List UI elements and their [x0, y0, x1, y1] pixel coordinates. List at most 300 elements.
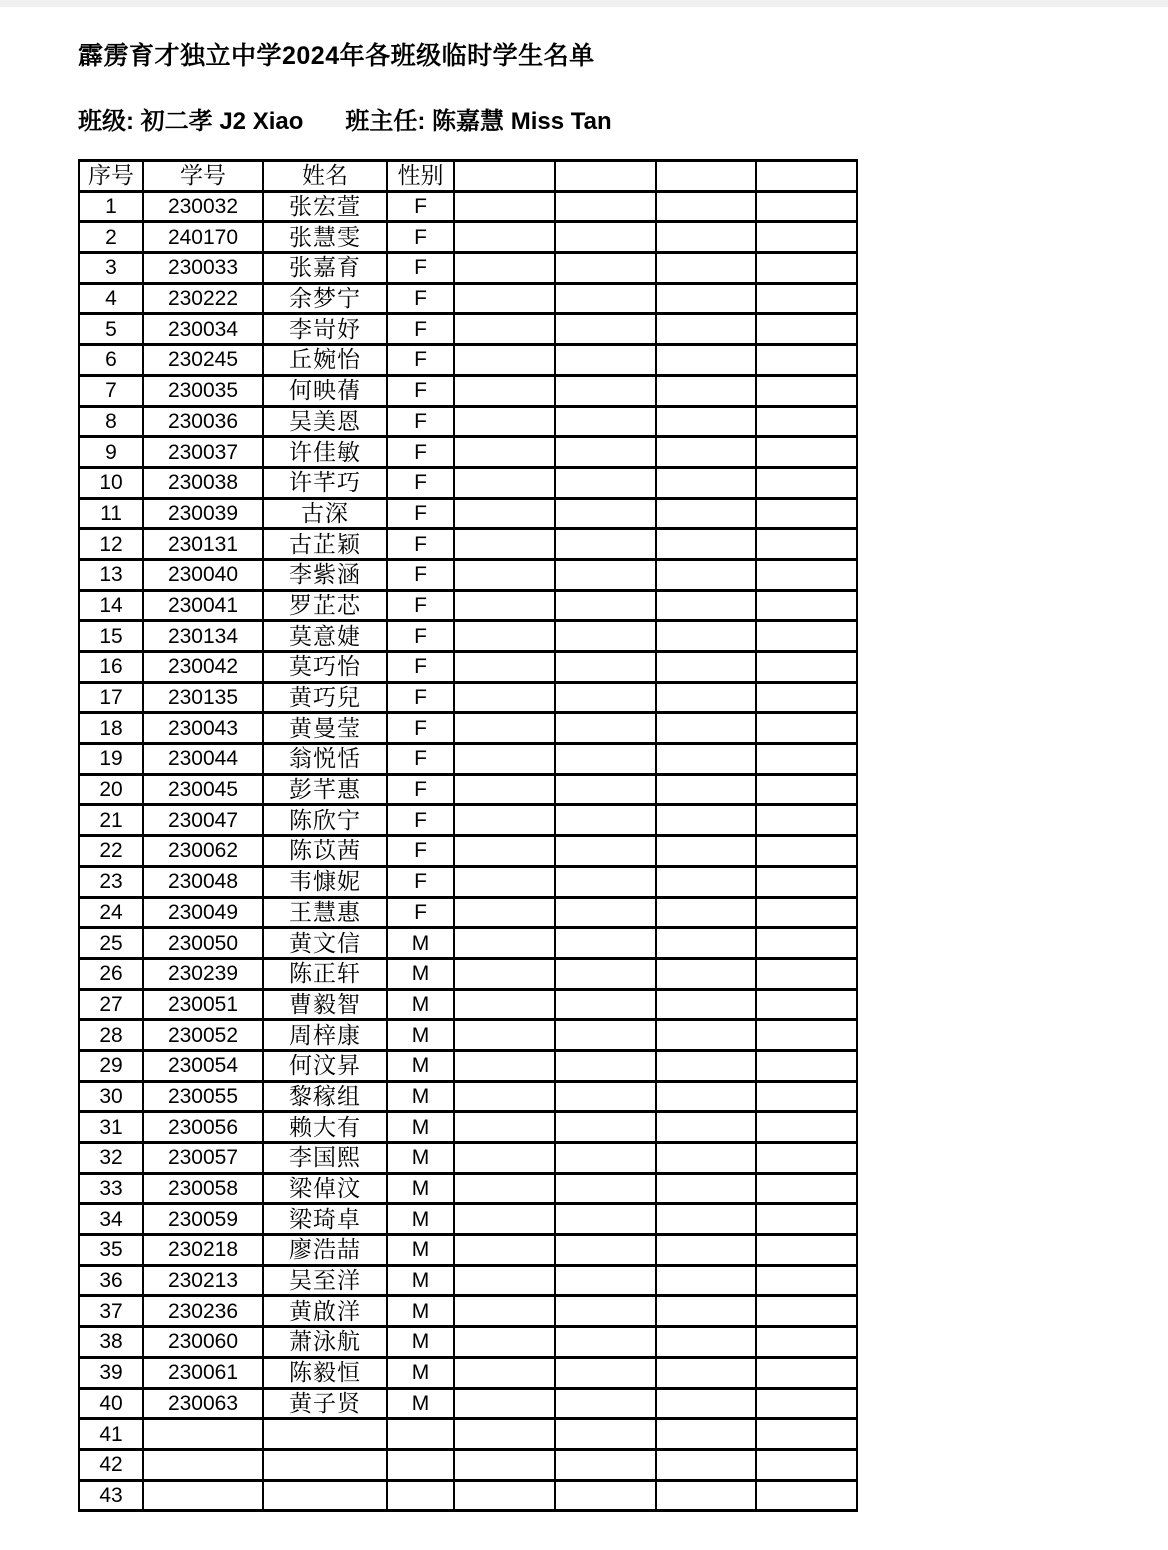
- cell-empty: [454, 1388, 555, 1419]
- cell-empty: [756, 314, 857, 345]
- cell-no: 21: [79, 805, 143, 836]
- cell-student_id: 230037: [143, 437, 263, 468]
- cell-empty: [454, 1143, 555, 1174]
- cell-empty: [656, 1419, 756, 1450]
- cell-empty: [756, 345, 857, 376]
- cell-gender: F: [387, 652, 454, 683]
- cell-no: 32: [79, 1143, 143, 1174]
- cell-empty: [656, 406, 756, 437]
- cell-empty: [454, 1419, 555, 1450]
- cell-empty: [555, 467, 656, 498]
- cell-name: 周梓康: [263, 1020, 387, 1051]
- cell-name: 吴美恩: [263, 406, 387, 437]
- cell-no: 9: [79, 437, 143, 468]
- cell-empty: [656, 1204, 756, 1235]
- cell-empty: [756, 1357, 857, 1388]
- cell-gender: M: [387, 1050, 454, 1081]
- cell-student_id: 230222: [143, 283, 263, 314]
- cell-student_id: 230057: [143, 1143, 263, 1174]
- cell-empty: [454, 1265, 555, 1296]
- cell-no: 13: [79, 559, 143, 590]
- cell-name: 张嘉育: [263, 253, 387, 284]
- cell-empty: [656, 774, 756, 805]
- class-label: 班级: 初二孝 J2 Xiao: [78, 108, 304, 135]
- cell-student_id: [143, 1449, 263, 1480]
- cell-gender: M: [387, 1327, 454, 1358]
- cell-student_id: 230050: [143, 928, 263, 959]
- cell-gender: M: [387, 1265, 454, 1296]
- cell-gender: F: [387, 682, 454, 713]
- cell-empty: [656, 1449, 756, 1480]
- cell-empty: [555, 590, 656, 621]
- table-row: [79, 498, 857, 529]
- table-row: [79, 467, 857, 498]
- column-header-empty: [656, 161, 756, 192]
- cell-empty: [555, 621, 656, 652]
- cell-gender: F: [387, 621, 454, 652]
- cell-student_id: 230047: [143, 805, 263, 836]
- cell-no: 2: [79, 222, 143, 253]
- cell-no: 38: [79, 1327, 143, 1358]
- column-header-student_id: 学号: [143, 161, 263, 192]
- table-row: [79, 1235, 857, 1266]
- table-row: [79, 1143, 857, 1174]
- cell-empty: [756, 989, 857, 1020]
- cell-gender: F: [387, 253, 454, 284]
- cell-empty: [555, 375, 656, 406]
- table-row: [79, 559, 857, 590]
- cell-student_id: 230135: [143, 682, 263, 713]
- cell-name: 张宏萱: [263, 191, 387, 222]
- table-row: [79, 1357, 857, 1388]
- cell-student_id: 230039: [143, 498, 263, 529]
- cell-name: 彭芊惠: [263, 774, 387, 805]
- column-header-empty: [555, 161, 656, 192]
- cell-empty: [555, 805, 656, 836]
- cell-empty: [454, 1020, 555, 1051]
- cell-empty: [756, 1480, 857, 1511]
- cell-empty: [454, 652, 555, 683]
- table-row: [79, 375, 857, 406]
- cell-empty: [555, 928, 656, 959]
- cell-empty: [756, 253, 857, 284]
- cell-empty: [756, 1143, 857, 1174]
- window-top-edge: [0, 0, 1168, 7]
- cell-empty: [555, 1143, 656, 1174]
- cell-gender: F: [387, 283, 454, 314]
- column-header-gender: 性别: [387, 161, 454, 192]
- cell-no: 3: [79, 253, 143, 284]
- cell-name: 古芷颖: [263, 529, 387, 560]
- cell-empty: [454, 682, 555, 713]
- cell-empty: [656, 1020, 756, 1051]
- cell-empty: [555, 529, 656, 560]
- cell-empty: [756, 529, 857, 560]
- cell-empty: [454, 191, 555, 222]
- table-row: [79, 437, 857, 468]
- cell-no: 22: [79, 836, 143, 867]
- cell-name: 吴至洋: [263, 1265, 387, 1296]
- cell-empty: [454, 1449, 555, 1480]
- cell-empty: [756, 1112, 857, 1143]
- cell-no: 6: [79, 345, 143, 376]
- cell-gender: M: [387, 989, 454, 1020]
- cell-empty: [656, 652, 756, 683]
- cell-empty: [555, 1050, 656, 1081]
- cell-empty: [656, 437, 756, 468]
- cell-empty: [656, 958, 756, 989]
- cell-gender: M: [387, 958, 454, 989]
- column-header-name: 姓名: [263, 161, 387, 192]
- cell-empty: [756, 559, 857, 590]
- cell-empty: [454, 437, 555, 468]
- cell-gender: M: [387, 1112, 454, 1143]
- cell-empty: [454, 1081, 555, 1112]
- table-row: [79, 590, 857, 621]
- cell-empty: [454, 774, 555, 805]
- table-row: [79, 1265, 857, 1296]
- cell-student_id: 230035: [143, 375, 263, 406]
- cell-empty: [555, 1327, 656, 1358]
- cell-empty: [555, 191, 656, 222]
- column-header-empty: [756, 161, 857, 192]
- cell-empty: [454, 713, 555, 744]
- cell-no: 14: [79, 590, 143, 621]
- cell-empty: [756, 1327, 857, 1358]
- cell-empty: [756, 928, 857, 959]
- table-row: [79, 1204, 857, 1235]
- cell-name: 古深: [263, 498, 387, 529]
- cell-no: 7: [79, 375, 143, 406]
- cell-empty: [656, 559, 756, 590]
- cell-empty: [454, 744, 555, 775]
- cell-empty: [454, 314, 555, 345]
- cell-empty: [454, 1480, 555, 1511]
- cell-name: 王慧惠: [263, 897, 387, 928]
- cell-empty: [454, 283, 555, 314]
- table-row: [79, 621, 857, 652]
- cell-student_id: 230218: [143, 1235, 263, 1266]
- cell-empty: [656, 1081, 756, 1112]
- cell-empty: [656, 375, 756, 406]
- cell-gender: F: [387, 467, 454, 498]
- cell-empty: [555, 713, 656, 744]
- cell-name: 陈毅恒: [263, 1357, 387, 1388]
- cell-gender: [387, 1419, 454, 1450]
- cell-no: 11: [79, 498, 143, 529]
- cell-empty: [656, 498, 756, 529]
- cell-gender: F: [387, 345, 454, 376]
- cell-empty: [454, 1112, 555, 1143]
- cell-empty: [555, 1081, 656, 1112]
- cell-student_id: 230062: [143, 836, 263, 867]
- table-row: [79, 1327, 857, 1358]
- cell-empty: [555, 836, 656, 867]
- cell-no: 37: [79, 1296, 143, 1327]
- cell-name: 莫意婕: [263, 621, 387, 652]
- table-row: [79, 222, 857, 253]
- cell-name: 黄啟洋: [263, 1296, 387, 1327]
- cell-empty: [656, 897, 756, 928]
- student-roster-table: [78, 159, 858, 1512]
- cell-name: 黎稼组: [263, 1081, 387, 1112]
- cell-name: [263, 1449, 387, 1480]
- cell-student_id: [143, 1419, 263, 1450]
- cell-empty: [454, 467, 555, 498]
- cell-no: 40: [79, 1388, 143, 1419]
- cell-name: 陈苡茜: [263, 836, 387, 867]
- cell-empty: [656, 191, 756, 222]
- cell-empty: [656, 222, 756, 253]
- cell-empty: [555, 406, 656, 437]
- cell-student_id: 230055: [143, 1081, 263, 1112]
- cell-student_id: 230236: [143, 1296, 263, 1327]
- cell-gender: F: [387, 590, 454, 621]
- cell-name: 黄巧兒: [263, 682, 387, 713]
- cell-no: 26: [79, 958, 143, 989]
- cell-gender: [387, 1449, 454, 1480]
- cell-no: 17: [79, 682, 143, 713]
- cell-name: 李岢妤: [263, 314, 387, 345]
- cell-empty: [454, 529, 555, 560]
- cell-empty: [656, 989, 756, 1020]
- cell-gender: M: [387, 1143, 454, 1174]
- cell-empty: [756, 1296, 857, 1327]
- cell-no: 39: [79, 1357, 143, 1388]
- cell-student_id: 230134: [143, 621, 263, 652]
- cell-student_id: 230044: [143, 744, 263, 775]
- cell-gender: F: [387, 191, 454, 222]
- table-row: [79, 1020, 857, 1051]
- cell-empty: [756, 1050, 857, 1081]
- cell-empty: [756, 498, 857, 529]
- cell-empty: [656, 1112, 756, 1143]
- table-row: [79, 283, 857, 314]
- cell-student_id: 230245: [143, 345, 263, 376]
- cell-gender: F: [387, 836, 454, 867]
- cell-empty: [454, 1327, 555, 1358]
- cell-name: 梁琦卓: [263, 1204, 387, 1235]
- class-info-line: [78, 101, 612, 136]
- cell-empty: [756, 1081, 857, 1112]
- cell-no: 4: [79, 283, 143, 314]
- cell-empty: [555, 1449, 656, 1480]
- cell-empty: [454, 1235, 555, 1266]
- cell-gender: M: [387, 1235, 454, 1266]
- cell-empty: [756, 621, 857, 652]
- cell-gender: F: [387, 529, 454, 560]
- cell-student_id: 230063: [143, 1388, 263, 1419]
- cell-student_id: 230059: [143, 1204, 263, 1235]
- table-row: [79, 866, 857, 897]
- cell-empty: [756, 437, 857, 468]
- table-row: [79, 713, 857, 744]
- cell-gender: F: [387, 805, 454, 836]
- cell-empty: [555, 682, 656, 713]
- cell-student_id: 230056: [143, 1112, 263, 1143]
- cell-empty: [555, 1112, 656, 1143]
- column-header-no: 序号: [79, 161, 143, 192]
- cell-name: 廖浩喆: [263, 1235, 387, 1266]
- cell-empty: [454, 805, 555, 836]
- cell-empty: [756, 713, 857, 744]
- cell-empty: [555, 1265, 656, 1296]
- cell-empty: [656, 1265, 756, 1296]
- cell-empty: [756, 590, 857, 621]
- cell-empty: [756, 1173, 857, 1204]
- cell-empty: [756, 774, 857, 805]
- cell-empty: [454, 1357, 555, 1388]
- table-row: [79, 1419, 857, 1450]
- cell-empty: [656, 1388, 756, 1419]
- cell-empty: [656, 866, 756, 897]
- table-row: [79, 897, 857, 928]
- cell-empty: [756, 1204, 857, 1235]
- cell-empty: [555, 1173, 656, 1204]
- cell-empty: [454, 836, 555, 867]
- cell-name: [263, 1419, 387, 1450]
- cell-student_id: 230060: [143, 1327, 263, 1358]
- cell-empty: [656, 682, 756, 713]
- cell-gender: M: [387, 928, 454, 959]
- cell-empty: [656, 1235, 756, 1266]
- cell-name: 黄曼莹: [263, 713, 387, 744]
- cell-empty: [656, 1296, 756, 1327]
- cell-no: 8: [79, 406, 143, 437]
- cell-gender: F: [387, 437, 454, 468]
- cell-empty: [555, 498, 656, 529]
- cell-empty: [756, 958, 857, 989]
- table-row: [79, 314, 857, 345]
- cell-student_id: 230052: [143, 1020, 263, 1051]
- cell-name: 赖大有: [263, 1112, 387, 1143]
- table-row: [79, 191, 857, 222]
- table-row: [79, 744, 857, 775]
- table-row: [79, 989, 857, 1020]
- cell-empty: [756, 406, 857, 437]
- cell-empty: [756, 1449, 857, 1480]
- cell-empty: [656, 283, 756, 314]
- cell-gender: F: [387, 498, 454, 529]
- cell-empty: [454, 375, 555, 406]
- cell-gender: F: [387, 375, 454, 406]
- cell-empty: [756, 866, 857, 897]
- table-row: [79, 1296, 857, 1327]
- cell-empty: [756, 1419, 857, 1450]
- cell-name: 余梦宁: [263, 283, 387, 314]
- cell-student_id: 230036: [143, 406, 263, 437]
- cell-gender: M: [387, 1173, 454, 1204]
- column-header-empty: [454, 161, 555, 192]
- cell-no: 19: [79, 744, 143, 775]
- table-row: [79, 774, 857, 805]
- cell-empty: [756, 652, 857, 683]
- cell-empty: [555, 345, 656, 376]
- table-row: [79, 1173, 857, 1204]
- cell-empty: [555, 1020, 656, 1051]
- cell-empty: [555, 437, 656, 468]
- cell-empty: [555, 1357, 656, 1388]
- cell-student_id: 230051: [143, 989, 263, 1020]
- cell-empty: [656, 1480, 756, 1511]
- cell-no: 10: [79, 467, 143, 498]
- cell-empty: [555, 222, 656, 253]
- cell-empty: [555, 958, 656, 989]
- cell-no: 41: [79, 1419, 143, 1450]
- cell-student_id: 230213: [143, 1265, 263, 1296]
- cell-gender: M: [387, 1296, 454, 1327]
- cell-empty: [454, 222, 555, 253]
- cell-empty: [756, 1388, 857, 1419]
- cell-empty: [555, 559, 656, 590]
- cell-empty: [756, 222, 857, 253]
- cell-empty: [656, 713, 756, 744]
- cell-empty: [756, 1235, 857, 1266]
- cell-gender: F: [387, 406, 454, 437]
- cell-name: 韦慷妮: [263, 866, 387, 897]
- cell-empty: [555, 1388, 656, 1419]
- cell-name: 莫巧怡: [263, 652, 387, 683]
- cell-student_id: 230061: [143, 1357, 263, 1388]
- cell-name: 萧泳航: [263, 1327, 387, 1358]
- cell-no: 42: [79, 1449, 143, 1480]
- cell-no: 29: [79, 1050, 143, 1081]
- cell-empty: [555, 283, 656, 314]
- cell-empty: [656, 529, 756, 560]
- cell-empty: [656, 621, 756, 652]
- cell-empty: [656, 1143, 756, 1174]
- cell-no: 34: [79, 1204, 143, 1235]
- cell-empty: [454, 253, 555, 284]
- table-row: [79, 836, 857, 867]
- cell-empty: [756, 283, 857, 314]
- cell-no: 27: [79, 989, 143, 1020]
- table-row: [79, 682, 857, 713]
- cell-no: 20: [79, 774, 143, 805]
- cell-empty: [756, 805, 857, 836]
- cell-name: 何映蒨: [263, 375, 387, 406]
- cell-empty: [656, 1050, 756, 1081]
- cell-student_id: 230131: [143, 529, 263, 560]
- cell-gender: F: [387, 314, 454, 345]
- table-row: [79, 958, 857, 989]
- cell-empty: [555, 314, 656, 345]
- cell-gender: F: [387, 744, 454, 775]
- table-row: [79, 1081, 857, 1112]
- cell-empty: [656, 253, 756, 284]
- table-row: [79, 406, 857, 437]
- cell-name: [263, 1480, 387, 1511]
- cell-no: 12: [79, 529, 143, 560]
- cell-empty: [656, 1173, 756, 1204]
- cell-student_id: 230048: [143, 866, 263, 897]
- cell-name: 梁倬汶: [263, 1173, 387, 1204]
- cell-no: 36: [79, 1265, 143, 1296]
- cell-name: 黄子贤: [263, 1388, 387, 1419]
- cell-empty: [756, 836, 857, 867]
- cell-empty: [656, 590, 756, 621]
- cell-name: 许佳敏: [263, 437, 387, 468]
- cell-empty: [756, 1020, 857, 1051]
- cell-student_id: 230041: [143, 590, 263, 621]
- cell-student_id: 230054: [143, 1050, 263, 1081]
- cell-name: 黄文信: [263, 928, 387, 959]
- table-row: [79, 529, 857, 560]
- cell-name: 陈欣宁: [263, 805, 387, 836]
- cell-student_id: 230038: [143, 467, 263, 498]
- cell-name: 罗芷芯: [263, 590, 387, 621]
- cell-no: 30: [79, 1081, 143, 1112]
